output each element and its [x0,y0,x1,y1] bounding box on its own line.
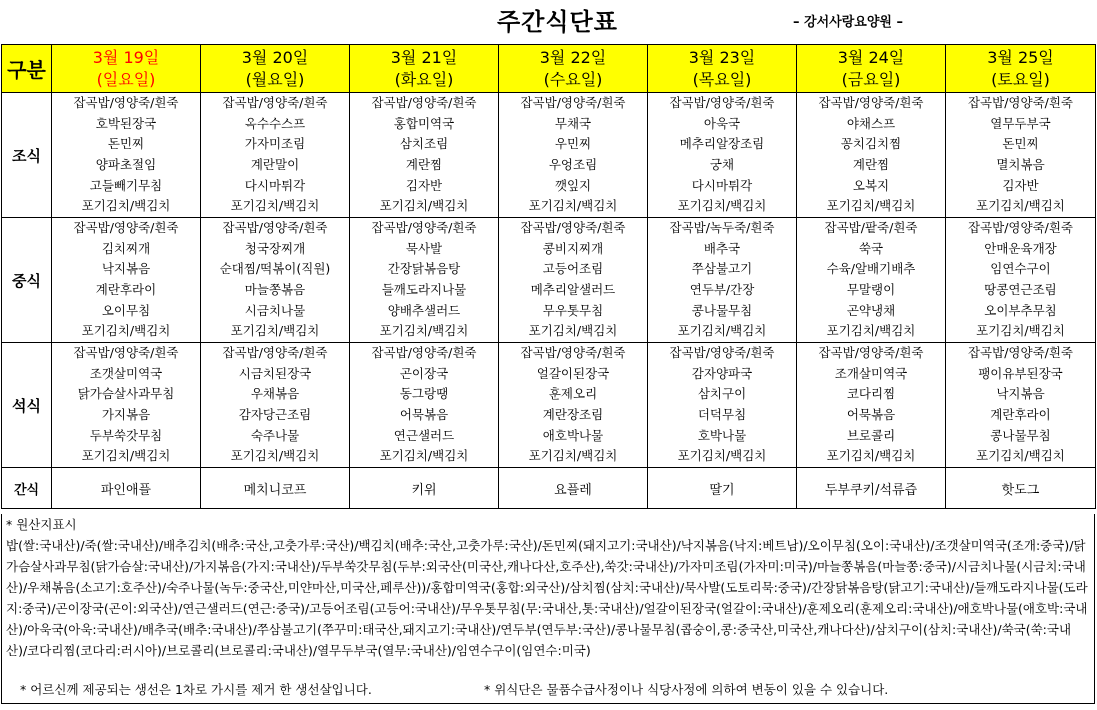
menu-item: 잡곡밥/영양죽/흰죽 [669,345,775,361]
day-weekday: (금요일) [841,69,901,89]
title-area [0,0,1097,40]
menu-item: 곤이장국 [399,365,449,381]
meal-cell [201,218,350,343]
menu-item: 수육/알배기배추 [826,261,916,277]
menu-item: 다시마튀각 [244,177,306,193]
menu-item: 궁채 [709,157,735,172]
meal-cell [350,93,499,218]
meal-cell [499,343,648,468]
snack-cell: 딸기 [648,468,797,509]
menu-item: 묵사발 [405,240,443,256]
menu-item: 계란말이 [250,157,300,172]
menu-item: 포기김치/백김치 [379,198,469,214]
day-weekday: (화요일) [394,69,454,89]
menu-item: 곤약냉채 [846,302,896,318]
menu-item: 포기김치/백김치 [528,448,618,464]
day-weekday: (목요일) [692,69,752,89]
menu-item: 열무두부국 [990,115,1051,131]
menu-item: 삼치구이 [697,386,747,402]
menu-item: 잡곡밥/영양죽/흰죽 [818,95,924,111]
menu-item: 마늘쫑볶음 [244,282,306,297]
menu-item: 포기김치/백김치 [379,323,469,339]
meal-body [2,93,1096,509]
menu-item: 간장닭볶음탕 [387,261,461,277]
menu-item: 포기김치/백김치 [81,323,171,339]
menu-item: 콩비지찌개 [542,240,604,256]
meal-row [2,218,1096,343]
menu-item: 시금치된장국 [238,365,312,381]
day-header-wed [499,45,648,93]
menu-item: 쑥국 [858,240,884,256]
menu-item: 포기김치/백김치 [81,448,171,464]
menu-table [1,44,1096,509]
menu-item: 포기김치/백김치 [826,448,916,464]
menu-item: 잡곡밥/영양죽/흰죽 [222,95,328,111]
menu-item: 돈민찌 [107,136,145,152]
day-weekday: (일요일) [96,69,156,89]
menu-item: 양배추샐러드 [387,302,461,318]
meal-cell [350,218,499,343]
menu-item: 계란후라이 [990,407,1051,422]
menu-item: 포기김치/백김치 [976,198,1065,214]
snack-cell: 파인애플 [52,468,201,509]
day-date: 3월 21일 [390,47,458,67]
menu-item: 배추국 [703,240,741,256]
menu-item: 잡곡밥/영양죽/흰죽 [967,220,1074,236]
menu-item: 오이무침 [101,302,151,318]
snack-cell: 메치니코프 [201,468,350,509]
menu-item: 잡곡밥/팥죽/흰죽 [824,220,918,236]
menu-item: 동그랑땡 [399,386,449,402]
menu-item: 깻잎지 [554,177,592,193]
menu-item: 우엉조림 [548,157,598,172]
menu-item: 잡곡밥/영양죽/흰죽 [967,95,1074,111]
menu-item: 안매운육개장 [984,240,1057,256]
menu-item: 호박된장국 [95,115,157,131]
snack-row [2,468,1096,509]
meal-label: 중식 [2,218,52,343]
menu-item: 포기김치/백김치 [528,198,618,214]
menu-item: 김자반 [405,177,443,193]
meal-label: 석식 [2,343,52,468]
menu-item: 숙주나물 [250,427,300,443]
meal-label: 조식 [2,93,52,218]
menu-item: 연두부/간장 [689,282,755,297]
meal-cell [201,343,350,468]
day-weekday: (수요일) [543,69,603,89]
footer-note-fish: * 어르신께 제공되는 생선은 1차로 가시를 제거 한 생선살입니다. [20,682,372,697]
menu-item: 어묵볶음 [846,407,896,422]
menu-item: 포기김치/백김치 [379,448,469,464]
menu-item: 잡곡밥/영양죽/흰죽 [73,345,179,361]
menu-item: 멸치볶음 [996,157,1045,172]
meal-row [2,343,1096,468]
menu-item: 잡곡밥/영양죽/흰죽 [520,345,626,361]
snack-label: 간식 [2,468,52,509]
menu-item: 오복지 [852,177,890,193]
menu-item: 어묵볶음 [399,407,449,422]
menu-item: 삼치조림 [399,136,449,152]
menu-item: 가자미조림 [244,136,306,152]
menu-item: 닭가슴살사과무침 [77,386,175,402]
origin-text: 밥(쌀:국내산)/죽(쌀:국내산)/배추김치(배추:국산,고춧가루:국산)/백김치(배추:국산,고춧가루:국산)/돈민찌(돼지고기:국내산)/낙지볶음(낙지:베트남)/오이무침(오이:국내산)/조갯살미역국(조개:중국)/닭가슴살사과무침(닭가슴살:국내산)/가지볶음(가지:국내산)/두부쑥갓무침(두부:외국산(미국산,캐나다산,호주산),쑥갓:국내산)/가자미조림(가자미:미국)/마늘쫑볶음(마늘쫑:중국)/시금치나물(시금치:국내산)/우채볶음(소고기:호주산)/숙주나물(녹두:중국산,미얀마산,미국산,페루산))/홍합미역국(홍합:외국산)/삼치찜(삼치:국내산)/묵사발(도토리묵:중국)/간장닭볶음탕(닭고기:국내산)/들깨도라지나물(도라지:중국)/곤이장국(곤이:외국산)/연근샐러드(연근:중국)/고등어조림(고등어:국내산)/무우톳무침(무:국내산,톳:국내산)/얼갈이된장국(얼갈이:국내산)/훈제오리(훈제오리:국내산)/애호박나물(애호박:국내산)/아욱국(아욱:국내산)/배추국(배추:국내산)/쭈삼불고기(쭈꾸미:태국산,돼지고기:국내산)/연두부(연두부:국산)/콩나물무침(콥숭이,콩:중국산,미국산,캐나다산)/삼치구이(삼치:국내산)/쑥국(쑥:국내산)/코다리찜(코다리:러시아)/브로콜리(브로콜리:국내산)/열무두부국(열무:국내산)/임연수구이(임연수:미국) [6,538,1088,658]
snack-cell: 두부쿠키/석류즙 [797,468,946,509]
menu-item: 계란후라이 [95,282,157,297]
menu-item: 조개살미역국 [834,365,908,381]
menu-item: 포기김치/백김치 [81,198,171,214]
menu-item: 잡곡밥/영양죽/흰죽 [967,345,1074,361]
origin-header: * 원산지표시 [6,517,77,532]
menu-item: 돈민찌 [1002,136,1039,152]
meal-cell [648,93,797,218]
day-weekday: (토요일) [991,69,1050,89]
day-weekday: (월요일) [245,69,305,89]
menu-item: 순대찜/떡볶이(직원) [219,261,331,277]
menu-item: 호박나물 [697,427,747,443]
meal-cell [350,343,499,468]
snack-cell: 핫도그 [946,468,1096,509]
menu-item: 우민찌 [554,136,592,152]
menu-item: 오이부추무침 [984,302,1057,318]
menu-item: 낙지볶음 [996,386,1045,402]
menu-item: 포기김치/백김치 [976,448,1065,464]
meal-cell [797,218,946,343]
menu-item: 애호박나물 [542,427,604,443]
menu-item: 훈제오리 [548,386,598,402]
menu-item: 잡곡밥/영양죽/흰죽 [222,220,328,236]
meal-cell [946,93,1096,218]
origin-notes [1,514,1095,704]
meal-cell [946,218,1096,343]
day-date: 3월 19일 [92,47,160,67]
menu-item: 쭈삼불고기 [691,261,753,277]
menu-item: 포기김치/백김치 [230,198,320,214]
day-header-sat [946,45,1096,93]
menu-item: 다시마튀각 [691,177,753,193]
corner-label: 구분 [2,45,52,93]
header-row [2,45,1096,93]
menu-item: 포기김치/백김치 [677,198,767,214]
menu-item: 포기김치/백김치 [826,323,916,339]
menu-item: 고들빼기무침 [89,177,163,193]
menu-item: 코다리찜 [846,386,896,402]
menu-item: 아욱국 [703,115,741,131]
menu-item: 들깨도라지나물 [381,282,467,297]
menu-item: 시금치나물 [244,302,306,318]
day-date: 3월 23일 [688,47,756,67]
meal-cell [499,218,648,343]
menu-item: 두부쑥갓무침 [89,427,163,443]
menu-item: 콩나물무침 [691,302,753,318]
meal-cell [946,343,1096,468]
menu-item: 양파초절임 [95,157,157,172]
menu-item: 잡곡밥/영양죽/흰죽 [520,220,626,236]
day-header-tue [350,45,499,93]
menu-item: 잡곡밥/영양죽/흰죽 [73,220,179,236]
page-title: 주간식단표 [497,8,618,36]
menu-item: 가지볶음 [101,407,151,422]
menu-item: 무채국 [554,115,592,131]
meal-cell [797,93,946,218]
menu-item: 조갯살미역국 [89,365,163,381]
footer-note-change: * 위식단은 물품수급사정이나 식당사정에 의하여 변동이 있을 수 있습니다. [484,682,889,697]
menu-item: 잡곡밥/영양죽/흰죽 [818,345,924,361]
meal-cell [648,218,797,343]
menu-item: 포기김치/백김치 [230,448,320,464]
menu-item: 우채볶음 [250,386,300,402]
menu-item: 포기김치/백김치 [826,198,916,214]
menu-item: 임연수구이 [990,261,1051,277]
menu-item: 김자반 [1002,177,1039,193]
day-header-fri [797,45,946,93]
menu-item: 포기김치/백김치 [976,323,1065,339]
menu-item: 계란찜 [852,157,890,172]
menu-item: 홍합미역국 [393,115,455,131]
menu-item: 김치찌개 [101,240,151,256]
menu-item: 포기김치/백김치 [230,323,320,339]
menu-item: 포기김치/백김치 [677,448,767,464]
menu-item: 더덕무침 [697,407,747,422]
menu-item: 잡곡밥/영양죽/흰죽 [371,220,477,236]
menu-item: 계란찜 [405,157,443,172]
menu-item: 무말랭이 [846,282,896,297]
menu-item: 감자당근조림 [238,407,312,422]
menu-item: 메추리알샐러드 [530,282,616,297]
menu-item: 잡곡밥/영양죽/흰죽 [520,95,626,111]
facility-name: – 강서사랑요양원 – [793,15,903,30]
menu-item: 낙지볶음 [101,261,151,277]
menu-item: 고등어조림 [542,261,604,277]
day-date: 3월 20일 [241,47,309,67]
day-date: 3월 25일 [987,47,1054,67]
menu-item: 무우톳무침 [542,302,604,318]
snack-cell: 요플레 [499,468,648,509]
meal-cell [52,93,201,218]
menu-item: 콩나물무침 [990,427,1051,443]
menu-item: 야채스프 [846,115,896,131]
menu-item: 잡곡밥/녹두죽/흰죽 [669,220,775,236]
day-date: 3월 22일 [539,47,607,67]
menu-item: 팽이유부된장국 [978,365,1063,381]
menu-item: 청국장찌개 [244,240,306,256]
menu-item: 잡곡밥/영양죽/흰죽 [371,95,477,111]
day-header-sun [52,45,201,93]
menu-item: 포기김치/백김치 [677,323,767,339]
day-header-mon [201,45,350,93]
meal-cell [52,343,201,468]
menu-item: 브로콜리 [846,427,896,443]
menu-item: 잡곡밥/영양죽/흰죽 [371,345,477,361]
menu-item: 메추리알장조림 [679,136,765,152]
menu-item: 잡곡밥/영양죽/흰죽 [669,95,775,111]
menu-item: 감자양파국 [691,365,753,381]
menu-item: 계란장조림 [542,407,604,422]
menu-item: 포기김치/백김치 [528,323,618,339]
meal-row [2,93,1096,218]
meal-cell [201,93,350,218]
menu-item: 옥수수스프 [244,115,306,131]
meal-cell [499,93,648,218]
snack-cell: 키위 [350,468,499,509]
meal-cell [52,218,201,343]
day-header-thu [648,45,797,93]
meal-cell [648,343,797,468]
menu-item: 잡곡밥/영양죽/흰죽 [73,95,179,111]
menu-item: 땅콩연근조림 [984,282,1057,297]
menu-item: 꽁치김치찜 [840,136,902,152]
meal-cell [797,343,946,468]
menu-item: 얼갈이된장국 [536,365,610,381]
menu-item: 잡곡밥/영양죽/흰죽 [222,345,328,361]
menu-item: 연근샐러드 [393,427,455,443]
day-date: 3월 24일 [837,47,905,67]
